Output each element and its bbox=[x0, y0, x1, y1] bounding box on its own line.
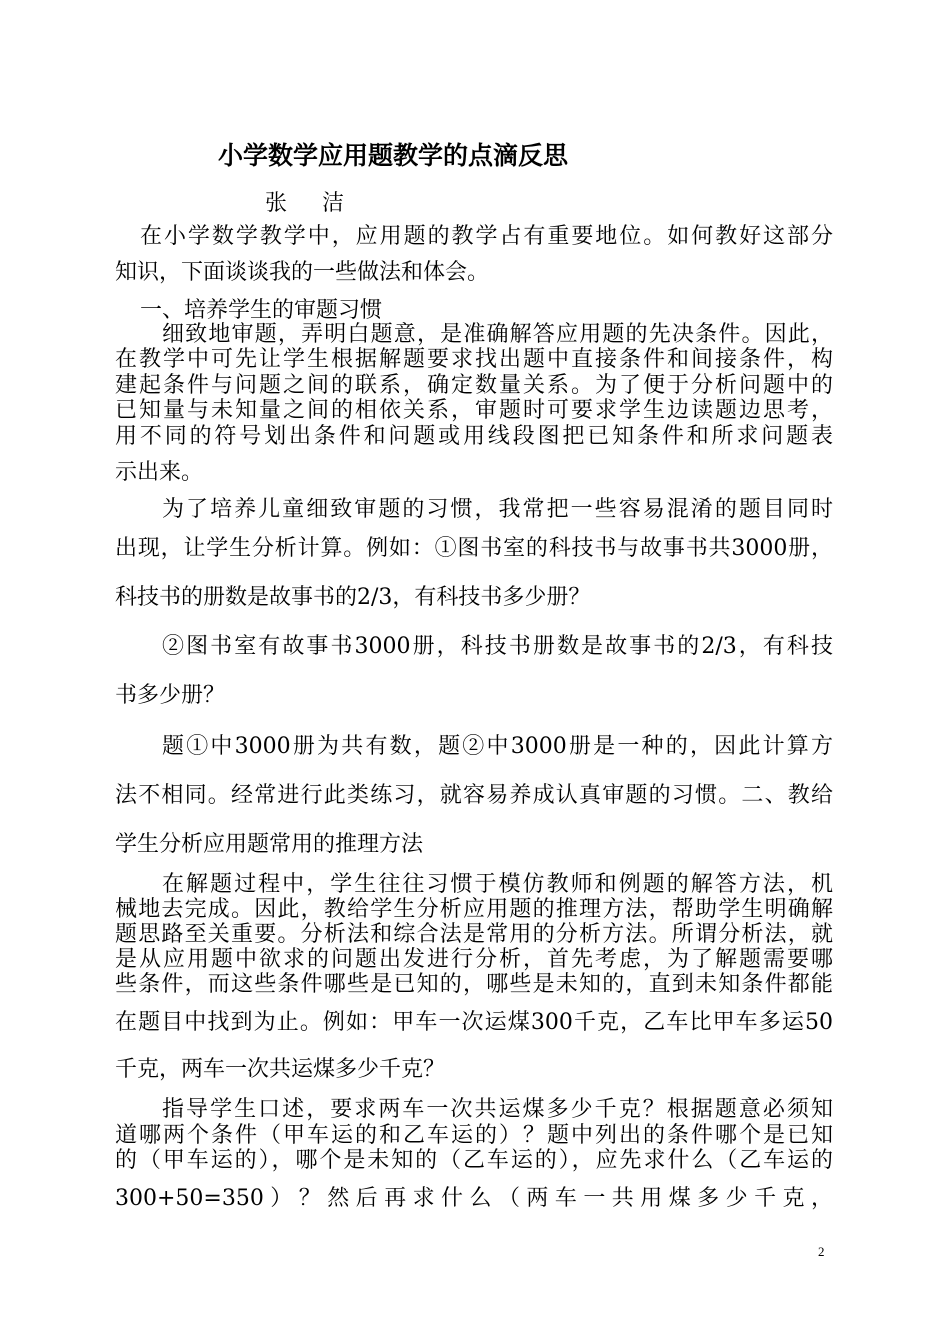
body-line: 科技书的册数是故事书的2/3，有科技书多少册？ bbox=[115, 585, 591, 610]
document-title: 小学数学应用题教学的点滴反思 bbox=[218, 141, 569, 170]
body-line: 题思路至关重要。分析法和综合法是常用的分析方法。所谓分析法，就 bbox=[115, 922, 833, 947]
section-heading: 一、培养学生的审题习惯 bbox=[140, 298, 383, 323]
body-line: 已知量与未知量之间的相依关系，审题时可要求学生边读题边思考， bbox=[115, 398, 833, 423]
body-line: 些条件，而这些条件哪些是已知的，哪些是未知的，直到未知条件都能 bbox=[115, 972, 833, 997]
author-name: 张 洁 bbox=[265, 191, 358, 216]
body-line: 在解题过程中，学生往往习惯于模仿教师和例题的解答方法，机 bbox=[162, 872, 833, 897]
body-line: 书多少册？ bbox=[115, 683, 226, 708]
body-line: 指导学生口述，要求两车一次共运煤多少千克？根据题意必须知 bbox=[162, 1097, 833, 1122]
body-line: 用不同的符号划出条件和问题或用线段图把已知条件和所求问题表 bbox=[115, 424, 833, 449]
body-line: 道哪两个条件（甲车运的和乙车运的）？题中列出的条件哪个是已知 bbox=[115, 1123, 833, 1148]
body-line: 械地去完成。因此，教给学生分析应用题的推理方法，帮助学生明确解 bbox=[115, 897, 833, 922]
page-number: 2 bbox=[818, 1244, 825, 1259]
body-line: 的（甲车运的），哪个是未知的（乙车运的），应先求什么（乙车运的 bbox=[115, 1148, 833, 1173]
body-line: 在教学中可先让学生根据解题要求找出题中直接条件和间接条件，构 bbox=[115, 347, 833, 372]
body-line: 题①中3000册为共有数，题②中3000册是一种的，因此计算方 bbox=[162, 734, 833, 759]
body-line: 示出来。 bbox=[115, 460, 204, 485]
body-line: 为了培养儿童细致审题的习惯，我常把一些容易混淆的题目同时 bbox=[162, 497, 833, 522]
body-line: 法不相同。经常进行此类练习，就容易养成认真审题的习惯。二、教给 bbox=[115, 783, 833, 808]
body-line: 建起条件与问题之间的联系，确定数量关系。为了便于分析问题中的 bbox=[115, 373, 833, 398]
body-line: 在题目中找到为止。例如：甲车一次运煤300千克，乙车比甲车多运50 bbox=[115, 1010, 833, 1035]
body-line: 知识，下面谈谈我的一些做法和体会。 bbox=[115, 260, 490, 285]
body-line: 千克，两车一次共运煤多少千克？ bbox=[115, 1057, 446, 1082]
body-line: 是从应用题中欲求的问题出发进行分析，首先考虑，为了解题需要哪 bbox=[115, 947, 833, 972]
body-line: 出现，让学生分析计算。例如：①图书室的科技书与故事书共3000册， bbox=[115, 536, 833, 561]
section-heading: 学生分析应用题常用的推理方法 bbox=[115, 832, 424, 857]
body-line: ②图书室有故事书3000册，科技书册数是故事书的2/3，有科技 bbox=[162, 634, 833, 659]
body-line: 300+50=350）？然后再求什么（两车一共用煤多少千克， bbox=[115, 1186, 833, 1211]
body-line: 在小学数学教学中，应用题的教学占有重要地位。如何教好这部分 bbox=[140, 224, 833, 249]
body-line: 细致地审题，弄明白题意，是准确解答应用题的先决条件。因此， bbox=[162, 322, 833, 347]
